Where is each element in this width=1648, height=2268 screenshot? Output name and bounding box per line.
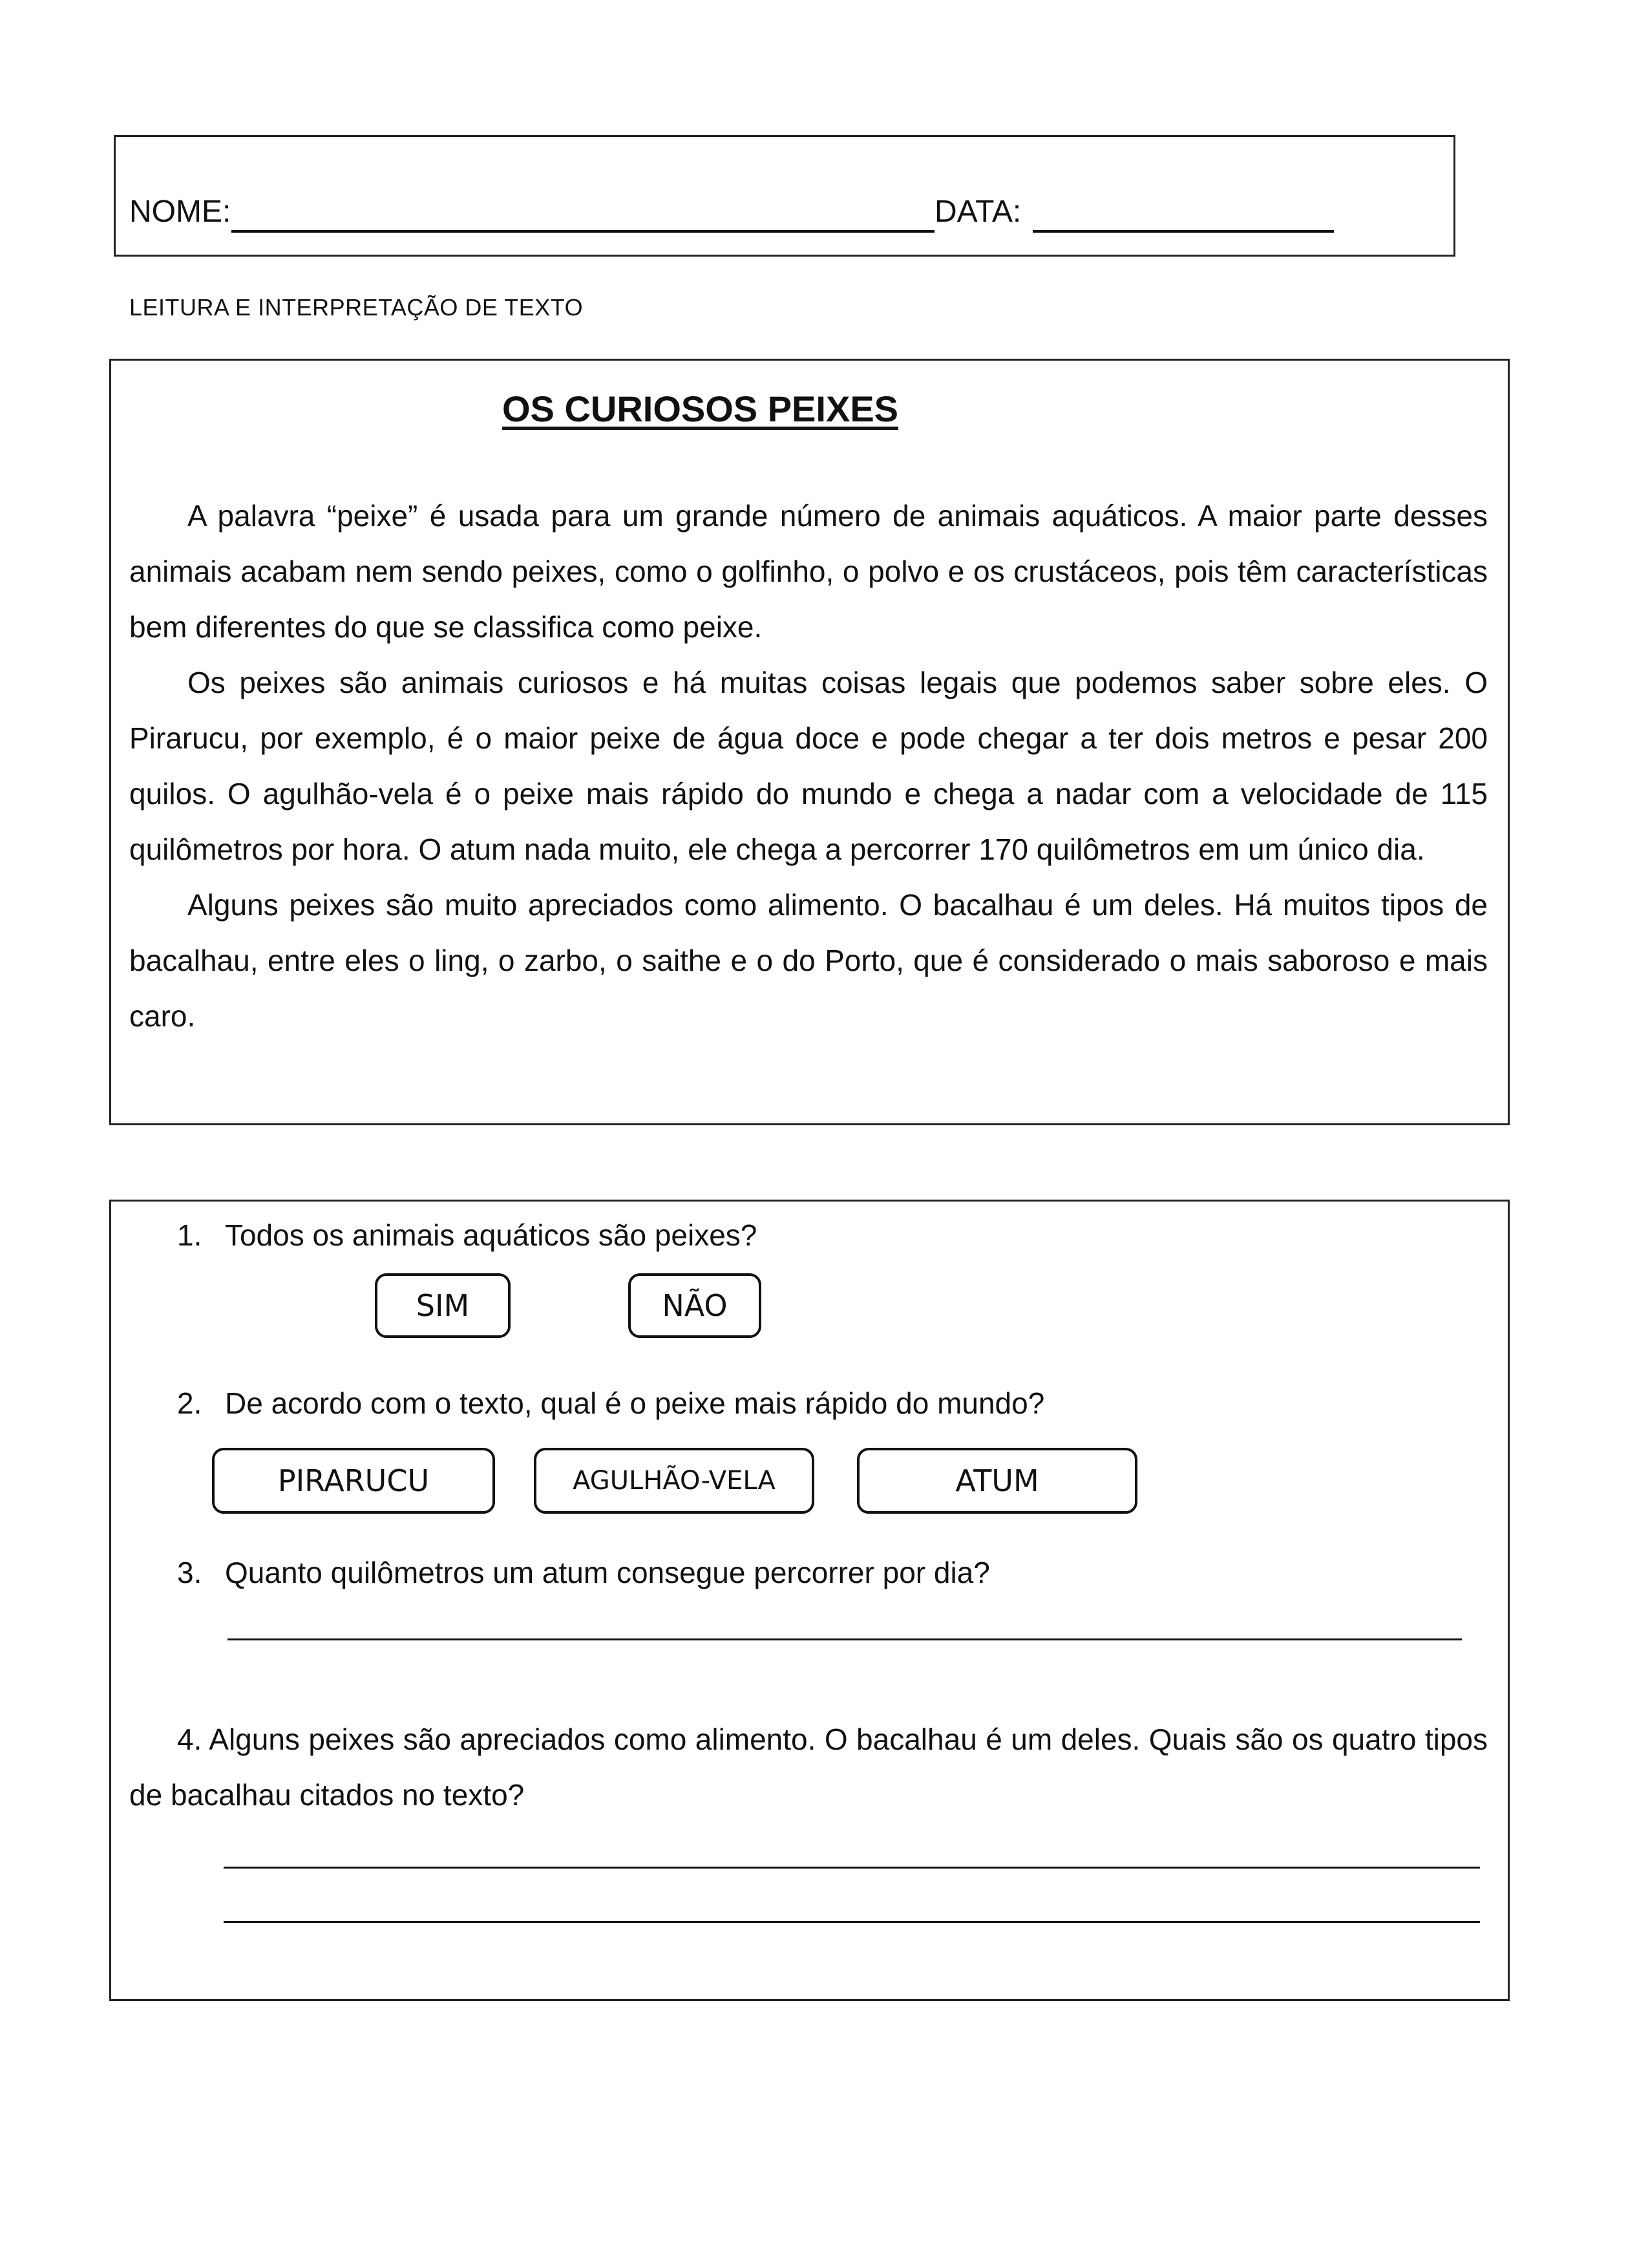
name-field[interactable] xyxy=(231,230,935,233)
question-1-text: Todos os animais aquáticos são peixes? xyxy=(225,1218,757,1252)
option-atum[interactable]: ATUM xyxy=(857,1448,1137,1514)
questions-box xyxy=(109,1200,1510,2001)
answer-line-3[interactable] xyxy=(227,1638,1462,1640)
question-3-text: Quanto quilômetros um atum consegue percorrer por dia? xyxy=(225,1556,990,1589)
option-pirarucu[interactable]: PIRARUCU xyxy=(212,1448,495,1514)
question-3 xyxy=(177,1545,990,1600)
question-4-number: 4. xyxy=(177,1722,202,1756)
paragraph-2: Os peixes são animais curiosos e há muitas coisas legais que podemos saber sobre eles. O Pirarucu, por exemplo, é o maior peixe de água doce e pode chegar a ter dois metros e pesar 200 quilos. O agulhão-vela é o peixe mais rápido do mundo e chega a nadar com a velocidade de 115 quilômetros por hora. O atum nada muito, ele chega a percorrer 170 quilômetros em um único dia. xyxy=(129,666,1488,866)
question-4-text: Alguns peixes são apreciados como alimento. O bacalhau é um deles. Quais são os quatro tipos de bacalhau citados no texto? xyxy=(129,1722,1488,1812)
option-nao[interactable]: NÃO xyxy=(628,1273,761,1338)
question-3-number: 3. xyxy=(177,1556,202,1589)
option-agulhao-vela[interactable]: AGULHÃO-VELA xyxy=(534,1448,814,1514)
question-4 xyxy=(129,1712,1488,1823)
question-1-number: 1. xyxy=(177,1218,202,1252)
answer-line-4b[interactable] xyxy=(224,1921,1480,1923)
answer-line-4a[interactable] xyxy=(224,1867,1480,1869)
paragraph-1: A palavra “peixe” é usada para um grande número de animais aquáticos. A maior parte desses animais acabam nem sendo peixes, como o golfinho, o polvo e os crustáceos, pois têm características bem diferentes do que se classifica como peixe. xyxy=(129,499,1488,644)
header-box xyxy=(114,135,1455,257)
text-body xyxy=(129,488,1488,1044)
question-2-number: 2. xyxy=(177,1386,202,1420)
subtitle: LEITURA E INTERPRETAÇÃO DE TEXTO xyxy=(129,294,584,321)
question-1 xyxy=(177,1207,757,1263)
date-label: DATA: xyxy=(935,195,1022,229)
date-field[interactable] xyxy=(1033,230,1334,233)
paragraph-3: Alguns peixes são muito apreciados como alimento. O bacalhau é um deles. Há muitos tipos de bacalhau, entre eles o ling, o zarbo, o saithe e o do Porto, que é considerado o mais saboroso e mais caro. xyxy=(129,888,1488,1033)
question-2 xyxy=(177,1375,1044,1431)
question-2-text: De acordo com o texto, qual é o peixe mais rápido do mundo? xyxy=(225,1386,1045,1420)
name-label: NOME: xyxy=(129,195,231,229)
text-title: OS CURIOSOS PEIXES xyxy=(502,388,899,429)
option-sim[interactable]: SIM xyxy=(375,1273,511,1338)
